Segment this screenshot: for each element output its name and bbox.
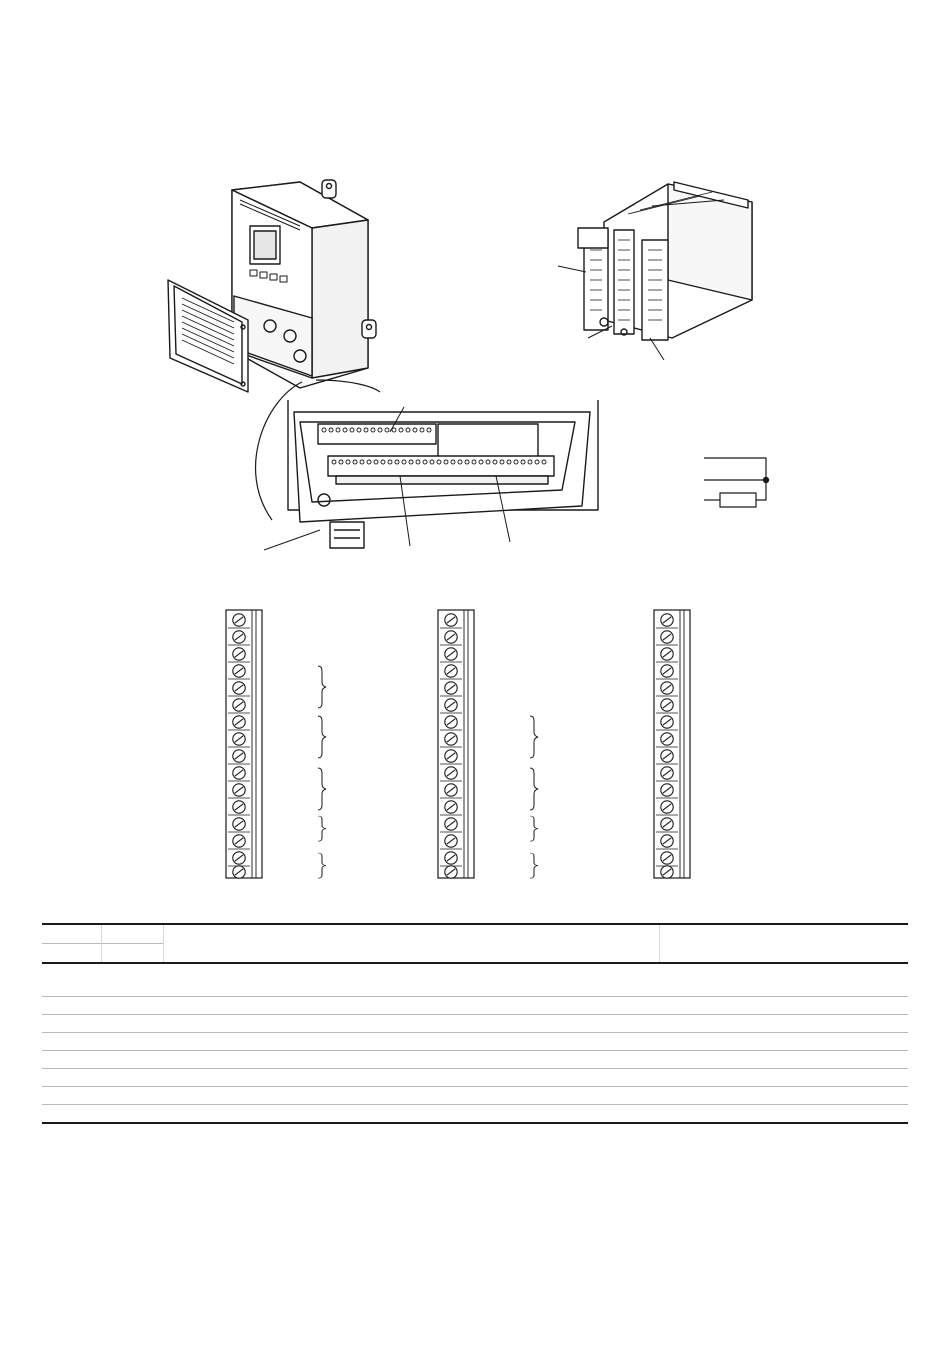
table-column-divider — [659, 925, 660, 962]
terminal-compartment-detail — [288, 400, 598, 548]
terminal-strip-2-brackets — [530, 716, 538, 878]
housing-figure — [0, 170, 950, 570]
terminal-strips — [0, 600, 950, 890]
table-bottom-rule — [42, 1122, 908, 1124]
table-row-divider — [42, 1068, 908, 1069]
wiring-schematic — [704, 458, 769, 507]
panel-module — [578, 182, 752, 340]
specification-table — [42, 923, 908, 1127]
table-column-divider — [101, 925, 102, 962]
table-row-divider — [42, 1014, 908, 1015]
table-row-divider — [42, 1086, 908, 1087]
terminal-strip-2 — [438, 610, 474, 878]
table-subheader-rule — [42, 943, 163, 944]
table-row-divider — [42, 1104, 908, 1105]
table-column-divider — [163, 925, 164, 962]
table-row-divider — [42, 996, 908, 997]
terminal-strip-3 — [654, 610, 690, 878]
table-row-divider — [42, 1032, 908, 1033]
table-header-rule — [42, 962, 908, 964]
terminal-strip-1 — [226, 610, 262, 878]
field-housing — [232, 180, 376, 388]
table-top-rule — [42, 923, 908, 925]
table-row-divider — [42, 1050, 908, 1051]
terminal-strip-1-brackets — [318, 666, 326, 878]
